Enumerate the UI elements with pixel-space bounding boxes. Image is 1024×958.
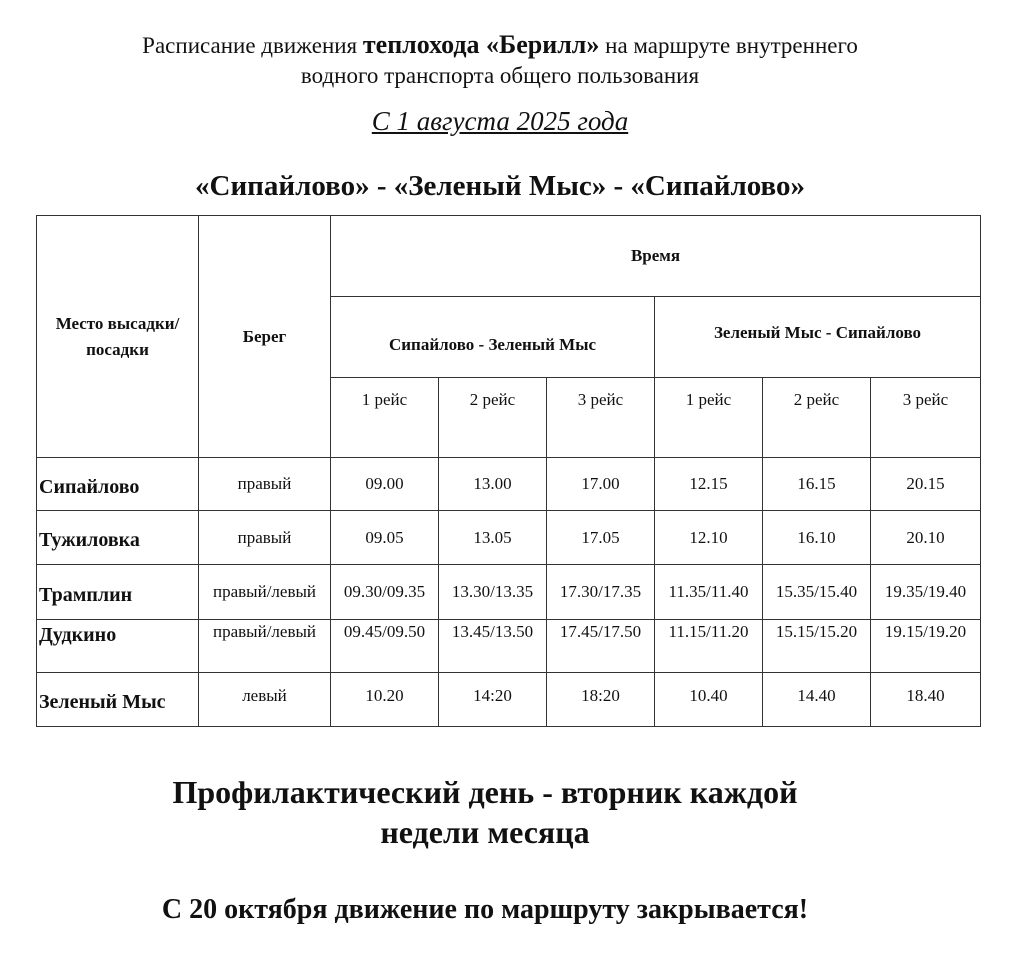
header-direction-forward: Сипайлово - Зеленый Мыс	[331, 297, 655, 378]
time-cell: 12.15	[655, 458, 763, 511]
bank-cell: правый	[199, 511, 331, 565]
title-suffix: на маршруте внутреннего	[605, 33, 858, 58]
time-cell: 19.35/19.40	[871, 565, 981, 620]
time-cell: 17.30/17.35	[547, 565, 655, 620]
bank-cell: правый	[199, 458, 331, 511]
notice-line2: недели месяца	[380, 814, 590, 850]
time-cell: 18:20	[547, 673, 655, 727]
time-cell: 11.15/11.20	[655, 620, 763, 673]
trip-header: 1 рейс	[331, 378, 439, 458]
effective-date: С 1 августа 2025 года	[371, 106, 629, 136]
schedule-title	[0, 30, 1000, 91]
time-cell: 10.40	[655, 673, 763, 727]
time-cell: 19.15/19.20	[871, 620, 981, 673]
stop-name: Сипайлово	[37, 458, 199, 511]
stop-name: Дудкино	[37, 620, 199, 673]
time-cell: 16.10	[763, 511, 871, 565]
table-row	[37, 511, 981, 565]
time-cell: 15.35/15.40	[763, 565, 871, 620]
header-direction-back: Зеленый Мыс - Сипайлово	[655, 297, 981, 378]
time-cell: 13.00	[439, 458, 547, 511]
trip-header: 3 рейс	[871, 378, 981, 458]
trip-header: 2 рейс	[763, 378, 871, 458]
header-stop: Место высадки/посадки	[37, 216, 199, 458]
time-cell: 20.10	[871, 511, 981, 565]
route-title: «Сипайлово» - «Зеленый Мыс» - «Сипайлово»	[195, 170, 805, 202]
closure-notice: С 20 октября движение по маршруту закрывается!	[161, 894, 809, 925]
time-cell: 13.30/13.35	[439, 565, 547, 620]
time-cell: 17.45/17.50	[547, 620, 655, 673]
bank-cell: левый	[199, 673, 331, 727]
title-line2: водного транспорта общего пользования	[300, 63, 700, 88]
time-cell: 09.45/09.50	[331, 620, 439, 673]
schedule-table	[36, 215, 981, 727]
header-bank: Берег	[199, 216, 331, 458]
bank-cell: правый/левый	[199, 620, 331, 673]
time-cell: 10.20	[331, 673, 439, 727]
time-cell: 15.15/15.20	[763, 620, 871, 673]
time-cell: 13.45/13.50	[439, 620, 547, 673]
notice-line1: Профилактический день - вторник каждой	[172, 774, 798, 810]
table-row	[37, 458, 981, 511]
time-cell: 09.00	[331, 458, 439, 511]
time-cell: 13.05	[439, 511, 547, 565]
time-cell: 09.05	[331, 511, 439, 565]
time-cell: 11.35/11.40	[655, 565, 763, 620]
time-cell: 18.40	[871, 673, 981, 727]
maintenance-notice	[0, 772, 970, 852]
time-cell: 12.10	[655, 511, 763, 565]
stop-name: Зеленый Мыс	[37, 673, 199, 727]
stop-name: Тужиловка	[37, 511, 199, 565]
trip-header: 1 рейс	[655, 378, 763, 458]
time-cell: 17.05	[547, 511, 655, 565]
table-row	[37, 565, 981, 620]
time-cell: 09.30/09.35	[331, 565, 439, 620]
time-cell: 20.15	[871, 458, 981, 511]
time-cell: 17.00	[547, 458, 655, 511]
bank-cell: правый/левый	[199, 565, 331, 620]
trip-header: 2 рейс	[439, 378, 547, 458]
time-cell: 14.40	[763, 673, 871, 727]
title-prefix: Расписание движения	[142, 33, 358, 58]
trip-header: 3 рейс	[547, 378, 655, 458]
vessel-name: теплохода «Берилл»	[362, 30, 600, 59]
header-time: Время	[331, 216, 981, 297]
time-cell: 16.15	[763, 458, 871, 511]
table-row	[37, 673, 981, 727]
stop-name: Трамплин	[37, 565, 199, 620]
time-cell: 14:20	[439, 673, 547, 727]
table-row	[37, 620, 981, 673]
